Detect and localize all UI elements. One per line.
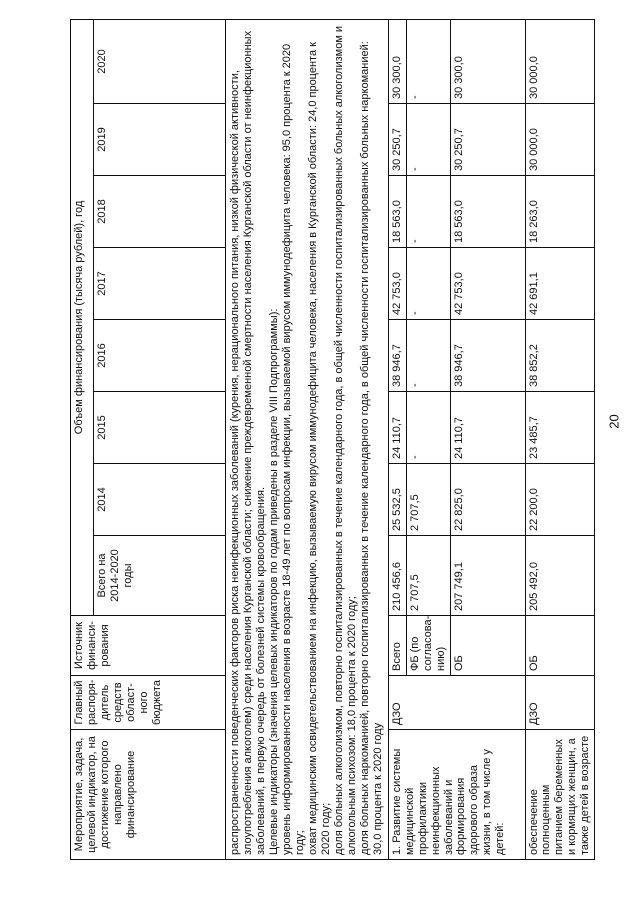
header-year: 2015 xyxy=(94,392,226,464)
funding-table-sheet xyxy=(70,20,592,860)
header-source: Источник финанси-рования xyxy=(71,616,226,676)
value-cell: - xyxy=(406,392,450,464)
description-line: доля больных алкоголизмом, повторно госпитализированных в течение календарного года, в общей численности госпитализированных больных алкоголизмом и алкогольным психозом: 18,0 процента к 2020 году; xyxy=(332,25,358,855)
value-cell: - xyxy=(406,104,450,176)
description-line: Целевые индикаторы (значения целевых индикаторов по годам приведены в разделе VIII Подпрограммы): xyxy=(267,308,280,855)
value-cell: 30 300,0 xyxy=(388,19,406,103)
total-cell: 2 707,5 xyxy=(406,536,450,616)
header-activity: Мероприятие, задача, целевой индикатор, на достижение которого направлено финансирование xyxy=(71,730,226,860)
description-line: охват медицинским освидетельствованием на инфекцию, вызываемую вирусом иммунодефицита человека, населения в Курганской области: 24,0 процента к 2020 году; xyxy=(306,42,332,855)
source-cell: Всего xyxy=(388,616,406,676)
header-year: 2018 xyxy=(94,176,226,248)
total-cell: 207 749,1 xyxy=(450,536,525,616)
value-cell: 22 825,0 xyxy=(450,464,525,536)
source-cell: ОБ xyxy=(450,616,525,676)
header-year: 2017 xyxy=(94,248,226,320)
manager-cell: ДЗО xyxy=(388,676,525,730)
value-cell: 18 563,0 xyxy=(450,176,525,248)
header-total: Всего на 2014-2020 годы xyxy=(94,536,226,616)
value-cell: - xyxy=(406,176,450,248)
value-cell: - xyxy=(406,19,450,103)
table-row xyxy=(525,19,595,859)
source-cell: ОБ xyxy=(525,616,595,676)
description-line: доля больных наркоманией, повторно госпитализированных в течение календарного года, в общей численности госпитализированных больных наркоманией: 30,0 процента к 2020 году xyxy=(358,41,384,855)
header-manager: Главный распоря-дитель средств област-ного бюджета xyxy=(71,676,226,730)
description-row xyxy=(226,19,389,859)
value-cell: 22 200,0 xyxy=(525,464,595,536)
value-cell: 30 250,7 xyxy=(388,104,406,176)
header-year: 2019 xyxy=(94,104,226,176)
value-cell: 38 946,7 xyxy=(450,320,525,392)
value-cell: 42 691,1 xyxy=(525,248,595,320)
total-cell: 210 456,6 xyxy=(388,536,406,616)
description-cell xyxy=(226,19,389,859)
value-cell: 18 563,0 xyxy=(388,176,406,248)
description-line: распространенности поведенческих факторов риска неинфекционных заболеваний (курения, нерационального питания, низкой физической активности, злоупотребления алкоголем) среди населения Курганской области; снижение преждевременной смертности населения Курганской области от неинфекционных заболеваний, в первую очередь от болезней системы кровообращения. xyxy=(229,30,267,855)
activity-cell: 1. Развитие системы медицинской профилактики неинфекционных заболеваний и формирования здорового образа жизни, в том числе у детей: xyxy=(388,730,525,860)
value-cell: 18 263,0 xyxy=(525,176,595,248)
value-cell: 42 753,0 xyxy=(388,248,406,320)
activity-cell: обеспечение полноценным питанием беременных и кормящих женщин, а также детей в возрасте xyxy=(525,730,595,860)
value-cell: - xyxy=(406,248,450,320)
header-year: 2020 xyxy=(94,19,226,103)
value-cell: 30 000,0 xyxy=(525,104,595,176)
total-cell: 205 492,0 xyxy=(525,536,595,616)
manager-cell: ДЗО xyxy=(525,676,595,730)
header-year: 2016 xyxy=(94,320,226,392)
funding-table xyxy=(70,19,595,860)
value-cell: 38 852,2 xyxy=(525,320,595,392)
value-cell: 42 753,0 xyxy=(450,248,525,320)
value-cell: 30 300,0 xyxy=(450,19,525,103)
page-number: 20 xyxy=(606,414,622,429)
value-cell: - xyxy=(406,320,450,392)
table-row xyxy=(388,19,406,859)
value-cell: 25 532,5 xyxy=(388,464,406,536)
description-line: уровень информированности населения в возрасте 18-49 лет по вопросам инфекции, вызываемой вирусом иммунодефицита человека: 95,0 процента к 2020 году; xyxy=(280,43,306,855)
source-cell: ФБ (по согласова-нию) xyxy=(406,616,450,676)
header-row-1 xyxy=(71,19,94,859)
value-cell: 30 250,7 xyxy=(450,104,525,176)
value-cell: 2 707,5 xyxy=(406,464,450,536)
value-cell: 38 946,7 xyxy=(388,320,406,392)
header-volume: Объем финансирования (тысяча рублей), год xyxy=(71,19,94,615)
value-cell: 30 000,0 xyxy=(525,19,595,103)
value-cell: 24 110,7 xyxy=(450,392,525,464)
value-cell: 23 485,7 xyxy=(525,392,595,464)
value-cell: 24 110,7 xyxy=(388,392,406,464)
header-year: 2014 xyxy=(94,464,226,536)
